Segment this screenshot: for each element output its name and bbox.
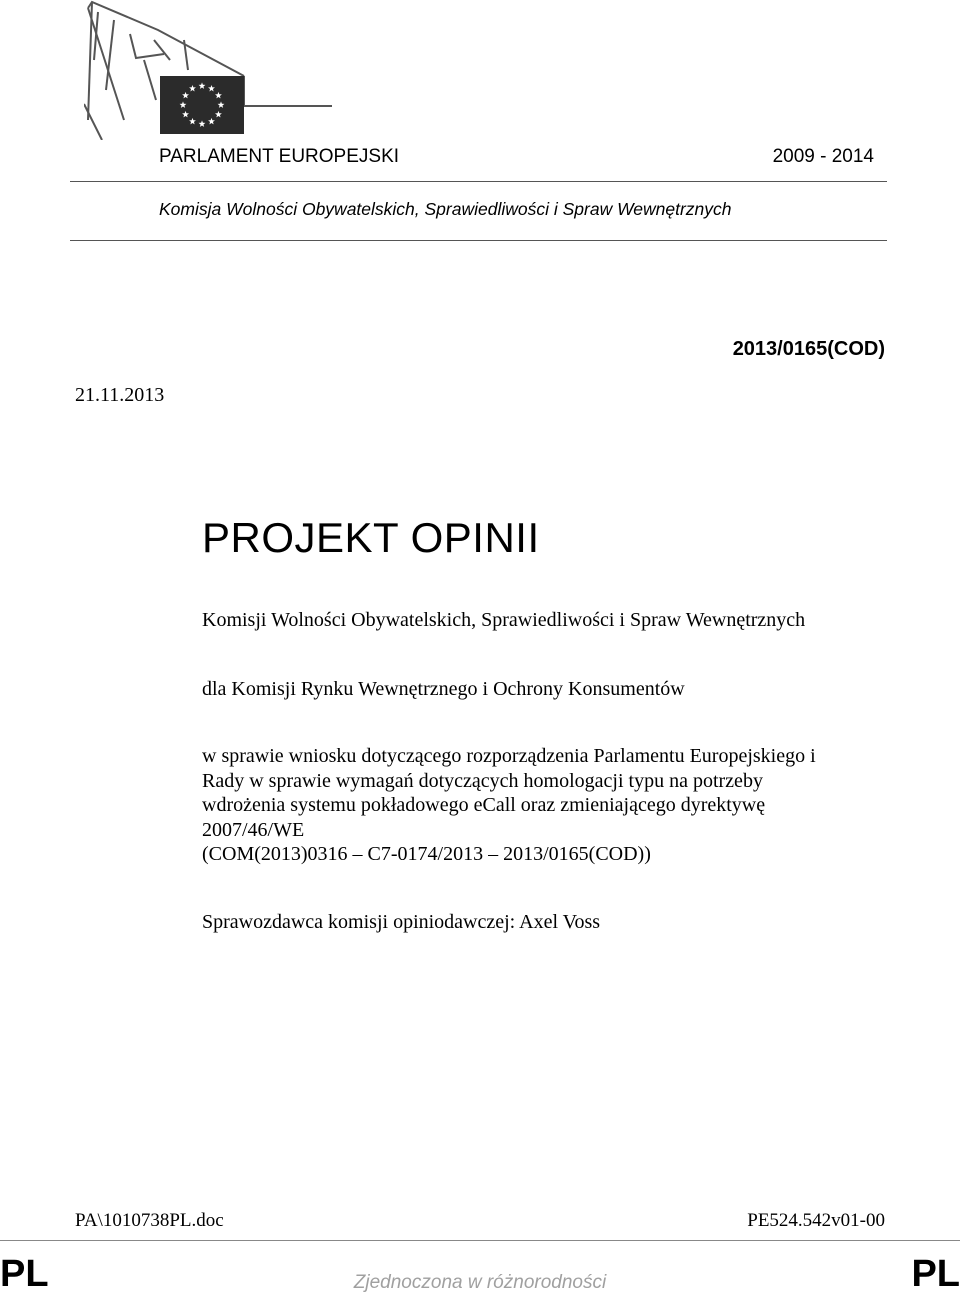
language-code-right: PL (911, 1253, 960, 1295)
document-date: 21.11.2013 (75, 384, 165, 406)
committee-name: Komisja Wolności Obywatelskich, Sprawiedliwości i Spraw Wewnętrznych (159, 199, 732, 219)
parliament-name: PARLAMENT EUROPEJSKI (159, 146, 400, 167)
footer-document-reference: PA\1010738PL.doc (75, 1210, 224, 1231)
subject-line: wdrożenia systemu pokładowego eCall oraz zmieniającego dyrektywę (202, 794, 766, 816)
document-subject (202, 744, 882, 867)
document-title: PROJEKT OPINII (202, 514, 540, 561)
procedure-reference: 2013/0165(COD) (732, 338, 885, 360)
subject-line: 2007/46/WE (202, 818, 305, 841)
recipient-committee: dla Komisji Rynku Wewnętrznego i Ochrony Konsumentów (202, 678, 685, 700)
subject-line: w sprawie wniosku dotyczącego rozporządzenia Parlamentu Europejskiego i (202, 745, 816, 767)
rapporteur: Sprawozdawca komisji opiniodawczej: Axel Voss (202, 911, 601, 933)
issuing-committee: Komisji Wolności Obywatelskich, Sprawiedliwości i Spraw Wewnętrznych (202, 609, 806, 631)
footer-divider (0, 1240, 960, 1241)
header-divider-top (70, 181, 887, 182)
footer-pe-reference: PE524.542v01-00 (747, 1210, 885, 1231)
header-divider-bottom (70, 240, 887, 241)
subject-line: (COM(2013)0316 – C7-0174/2013 – 2013/0165(COD)) (202, 843, 651, 865)
eu-motto: Zjednoczona w różnorodności (353, 1272, 607, 1293)
parliamentary-term: 2009 - 2014 (772, 146, 874, 167)
subject-line: Rady w sprawie wymagań dotyczących homologacji typu na potrzeby (202, 769, 763, 792)
language-code-left: PL (0, 1253, 49, 1295)
european-parliament-logo-icon (84, 0, 340, 140)
